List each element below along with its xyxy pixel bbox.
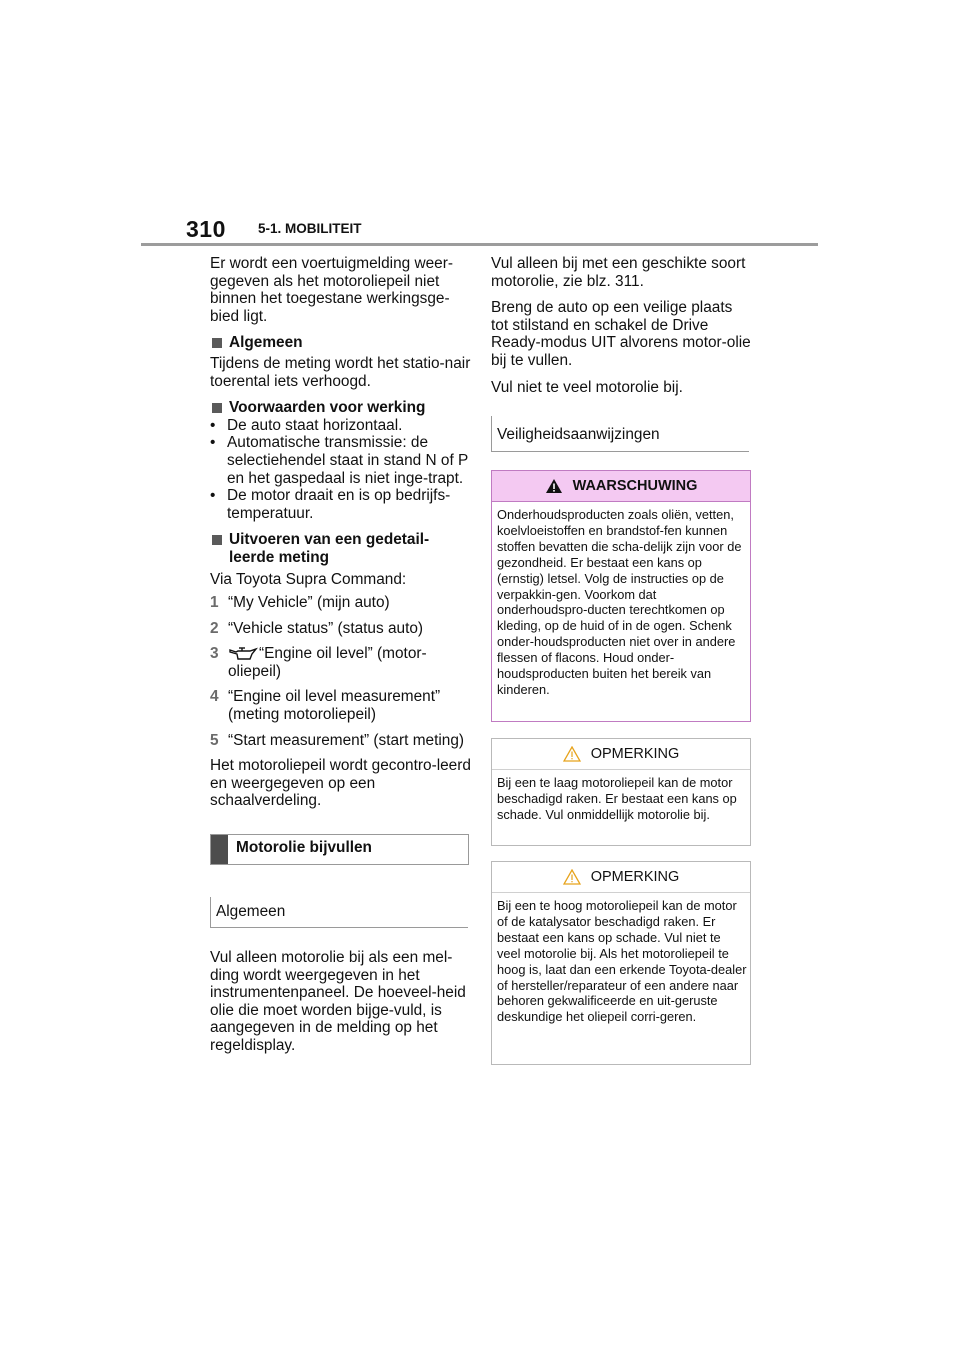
note-header: OPMERKING (492, 739, 750, 770)
square-bullet-icon (212, 338, 222, 348)
subheading: Veiligheidsaanwijzingen (491, 416, 749, 452)
paragraph: Vul niet te veel motorolie bij. (491, 378, 683, 396)
paragraph: Vul alleen bij met een geschikte soort motorolie, zie blz. 311. (491, 255, 746, 290)
caution-triangle-icon (563, 869, 581, 885)
warning-triangle-icon (545, 478, 563, 494)
via-command: Via Toyota Supra Command: (210, 570, 407, 588)
note-box (491, 861, 751, 1065)
section-bar-label: Motorolie bijvullen (236, 839, 372, 857)
section-title: 5-1. MOBILITEIT (258, 221, 362, 236)
step-item: 5 “Start measurement” (start meting) (210, 731, 465, 749)
section-bar (210, 834, 469, 865)
left-column (210, 255, 472, 1055)
detailed-measurement-heading: Uitvoeren van een gedetail-leerde meting (210, 531, 472, 566)
warning-box (491, 470, 751, 722)
list-item: • Automatische transmissie: de selectiehendel staat in stand N of P en het gaspedaal is niet inge-trapt. (210, 434, 468, 487)
step-item: 3 “Engine oil level” (motor-oliepeil) (210, 645, 427, 680)
list-item: • De motor draait en is op bedrijfs-temperatuur. (210, 487, 451, 522)
refill-paragraph: Vul alleen motorolie bij als een mel-ding wordt weergegeven in het instrumentenpaneel. De hoeveel-heid olie die moet worden bijge-vuld, is aangegeven in de melding op het regeldisplay. (210, 949, 466, 1054)
step-item: 2 “Vehicle status” (status auto) (210, 619, 424, 637)
conditions-list (210, 417, 472, 523)
result-paragraph: Het motoroliepeil wordt gecontro-leerd en weergegeven op een schaalverdeling. (210, 757, 471, 810)
caution-triangle-icon (563, 746, 581, 762)
intro-paragraph: Er wordt een voertuigmelding weer-gegeven als het motoroliepeil niet binnen het toegestane werkingsge-bied ligt. (210, 255, 453, 325)
list-item: • De auto staat horizontaal. (210, 416, 403, 434)
warning-header: WAARSCHUWING (492, 471, 750, 502)
note-text: Bij een te hoog motoroliepeil kan de motor of de katalysator beschadigd raken. Er bestaat een kans op schade. Vul niet te veel motorolie bij. Als het motoroliepeil te hoog is, laat dan een erkende Toyota-dealer of hersteller/reparateur of een andere naar behoren gekwalificeerde en uit-geruste deskundige het oliepeil corri-geren. (497, 898, 747, 1025)
paragraph: Breng de auto op een veilige plaats tot stilstand en schakel de Drive Ready-modus UIT alvorens motor-olie bij te vullen. (491, 299, 751, 369)
note-box (491, 738, 751, 846)
header-divider (141, 243, 818, 246)
conditions-heading: Voorwaarden voor werking (210, 399, 472, 417)
step-item: 1 “My Vehicle” (mijn auto) (210, 594, 390, 612)
subheading: Algemeen (210, 897, 468, 928)
note-header: OPMERKING (492, 862, 750, 893)
general-heading: Algemeen (210, 334, 472, 352)
square-bullet-icon (212, 535, 222, 545)
warning-text: Onderhoudsproducten zoals oliën, vetten, koelvloeistoffen en brandstof-fen kunnen stoffen bevatten die scha-delijk zijn voor de gezondheid. Er bestaat een kans op (ernstig) letsel. Volg de instructies op de verpakkin-gen. Voorkom dat onderhoudspro-ducten terechtkomen op kleding, op de huid of in de ogen. Schenk onder-houdsproducten niet over in andere flessen of flacons. Houd onder-houdsproducten buiten het bereik van kinderen. (497, 507, 742, 697)
page-number: 310 (186, 216, 226, 242)
right-column (491, 255, 753, 452)
oil-can-icon (228, 647, 258, 661)
general-paragraph: Tijdens de meting wordt het statio-nair toerental iets verhoogd. (210, 354, 471, 390)
step-item: 4 “Engine oil level measurement” (meting motoroliepeil) (210, 688, 441, 724)
note-text: Bij een te laag motoroliepeil kan de motor beschadigd raken. Er bestaat een kans op schade. Vul onmiddellijk motorolie bij. (497, 775, 737, 822)
square-bullet-icon (212, 403, 222, 413)
